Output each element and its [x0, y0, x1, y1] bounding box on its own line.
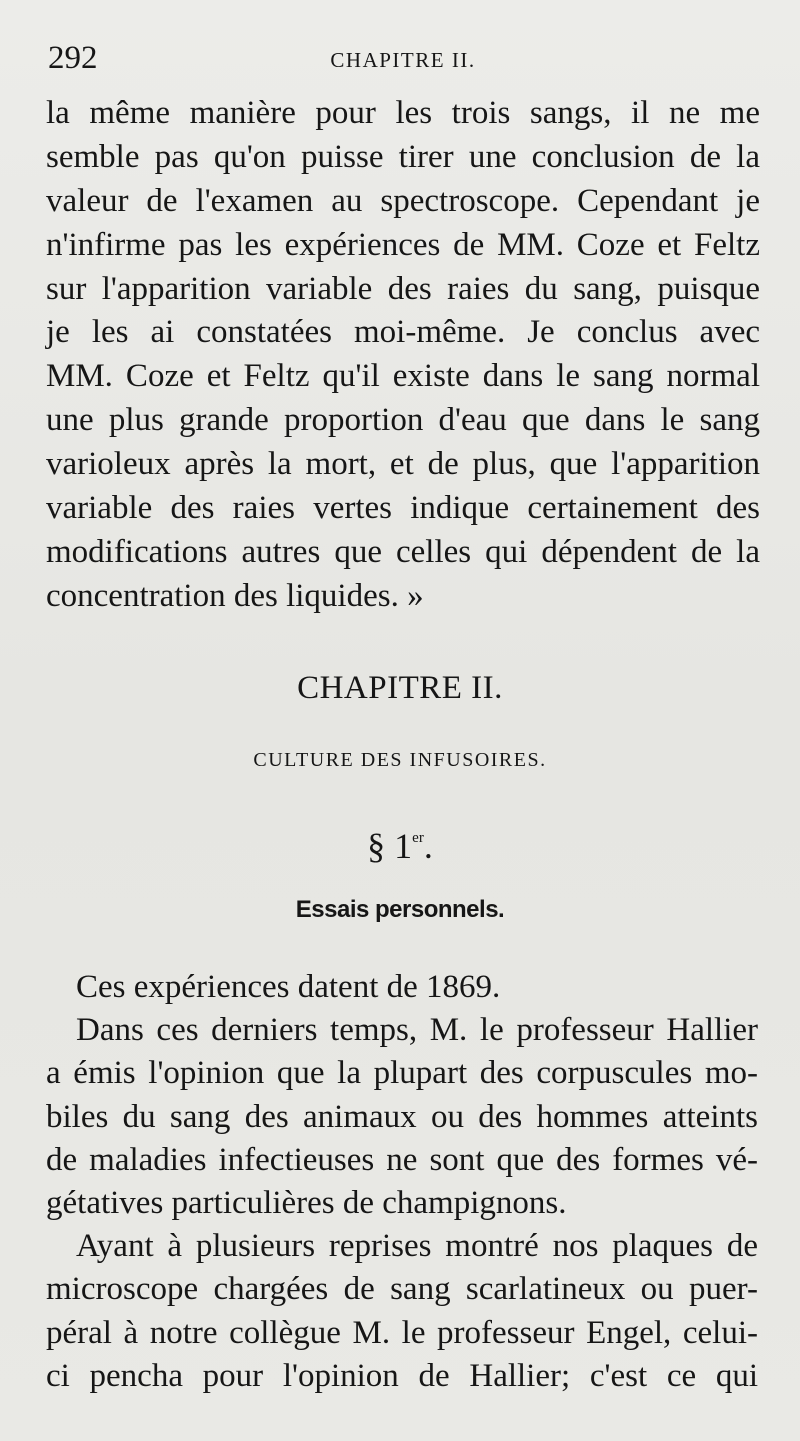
- text-line: Ces expériences datent de 1869.: [76, 969, 501, 1005]
- section-period: .: [423, 826, 433, 866]
- text-line: n'infirme pas les expériences de MM. Coze et Feltz: [46, 226, 760, 263]
- text-line: une plus grande proportion d'eau que dans le sang: [46, 402, 760, 439]
- text-line: gétatives particulières de champignons.: [46, 1184, 567, 1221]
- text-line: concentration des liquides. »: [46, 577, 424, 614]
- text-line: sur l'apparition variable des raies du sang, puisque: [46, 270, 760, 307]
- text-line: biles du sang des animaux ou des hommes atteints: [46, 1098, 758, 1135]
- continued-paragraph: [46, 92, 760, 619]
- text-line: Ayant à plusieurs reprises montré nos plaques de: [76, 1228, 758, 1265]
- page-number: 292: [48, 40, 98, 76]
- chapter-title: CHAPITRE II.: [297, 670, 503, 706]
- chapter-subtitle: CULTURE DES INFUSOIRES.: [253, 749, 547, 771]
- section-number: [0, 814, 800, 870]
- section-mark: § 1: [367, 826, 413, 866]
- section-body: [46, 966, 758, 1398]
- text-line: valeur de l'examen au spectroscope. Cependant je: [46, 182, 760, 219]
- text-line: variable des raies vertes indique certainement des: [46, 490, 760, 527]
- text-line: varioleux après la mort, et de plus, que l'apparition: [46, 446, 760, 483]
- text-line: ci pencha pour l'opinion de Hallier; c'est ce qui: [46, 1357, 758, 1394]
- text-line: Dans ces derniers temps, M. le professeur Hallier: [76, 1012, 758, 1049]
- text-line: la même manière pour les trois sangs, il ne me: [46, 95, 760, 131]
- text-line: modifications autres que celles qui dépendent de la: [46, 533, 760, 570]
- section-heading: Essais personnels.: [295, 896, 505, 923]
- text-line: microscope chargées de sang scarlatineux ou puer-: [46, 1271, 758, 1308]
- text-line: semble pas qu'on puisse tirer une conclusion de la: [46, 138, 760, 175]
- text-line: MM. Coze et Feltz qu'il existe dans le sang normal: [46, 358, 760, 395]
- running-head: [48, 38, 758, 78]
- running-title: CHAPITRE II.: [330, 48, 476, 72]
- text-line: de maladies infectieuses ne sont que des formes vé-: [46, 1141, 758, 1178]
- text-line: a émis l'opinion que la plupart des corpuscules mo-: [46, 1055, 758, 1092]
- section-superscript: er: [412, 830, 424, 846]
- text-line: péral à notre collègue M. le professeur Engel, celui-: [46, 1314, 758, 1351]
- text-line: je les ai constatées moi-même. Je conclus avec: [46, 314, 760, 351]
